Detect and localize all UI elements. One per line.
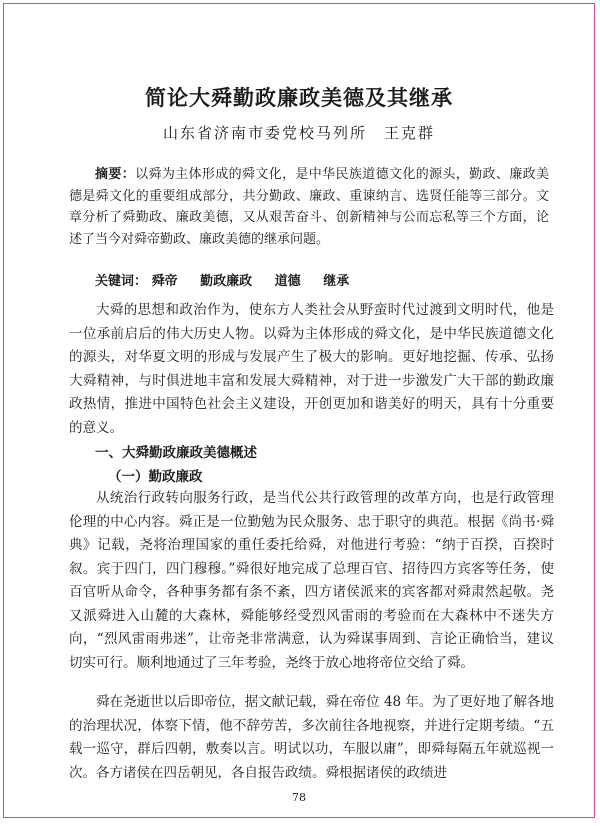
keyword: 继承	[323, 274, 350, 289]
abstract-label: 摘要：	[95, 167, 136, 182]
keywords-label: 关键词：	[95, 274, 148, 289]
keyword: 舜帝	[151, 274, 178, 289]
article-title: 简论大舜勤政廉政美德及其继承	[145, 85, 453, 110]
abstract-text: 以舜为主体形成的舜文化，是中华民族道德文化的源头，勤政、廉政美德是舜文化的重要组成部分，共分勤政、廉政、重谏纳言、选贤任能等三部分。文章分析了舜勤政、廉政美德，又从艰苦奋斗、创新精神与公而忘私等三个方面，论述了当今对舜帝勤政、廉政美德的继承问题。	[69, 167, 549, 247]
subsection-heading: （一）勤政廉政	[108, 469, 203, 485]
keyword: 勤政廉政	[200, 274, 253, 289]
document-page	[3, 3, 595, 818]
author-line: 山东省济南市委党校马列所 王克群	[162, 124, 435, 142]
page-number: 78	[292, 791, 306, 804]
abstract	[69, 164, 549, 250]
keyword: 道德	[274, 274, 301, 289]
body-paragraph: 大舜的思想和政治作为，使东方人类社会从野蛮时代过渡到文明时代，他是一位承前启后的伟大历史人物。以舜为主体形成的舜文化，是中华民族道德文化的源头，对华夏文明的形成与发展产生了极大的影响。更好地挖掘、传承、弘扬大舜精神，与时俱进地丰富和发展大舜精神，对于进一步激发广大干部的勤政廉政热情，推进中国特色社会主义建设，开创更加和谐美好的明天，具有十分重要的意义。	[69, 302, 554, 436]
section-heading: 一、大舜勤政廉政美德概述	[95, 445, 257, 461]
keywords	[95, 270, 555, 289]
body-paragraph: 舜在尧逝世以后即帝位，据文献记载，舜在帝位 48 年。为了更好地了解各地的治理状况，体察下情，他不辞劳苦，多次前往各地视察，并进行定期考绩。“五载一巡守，群后四朝，敷奏以言。明试以功，车服以庸”，即舜每隔五年就巡视一次。各方诸侯在四岳朝见，各自报告政绩。舜根据诸侯的政绩进	[69, 694, 554, 781]
body-paragraph: 从统治行政转向服务行政，是当代公共行政管理的改革方向，也是行政管理伦理的中心内容。舜正是一位勤勉为民众服务、忠于职守的典范。根据《尚书·舜典》记载，尧将治理国家的重任委托给舜，对他进行考验：“纳于百揆，百揆时叙。宾于四门，四门穆穆。”舜很好地完成了总理百官、招待四方宾客等任务，使百官听从命令，各种事务都有条不紊，四方诸侯派来的宾客都对舜肃然起敬。尧又派舜进入山麓的大森林，舜能够经受烈风雷雨的考验而在大森林中不迷失方向，“烈风雷雨弗迷”，让帝尧非常满意，认为舜谋事周到、言论正确恰当，建议切实可行。顺利地通过了三年考验，尧终于放心地将帝位交给了舜。	[69, 490, 554, 671]
